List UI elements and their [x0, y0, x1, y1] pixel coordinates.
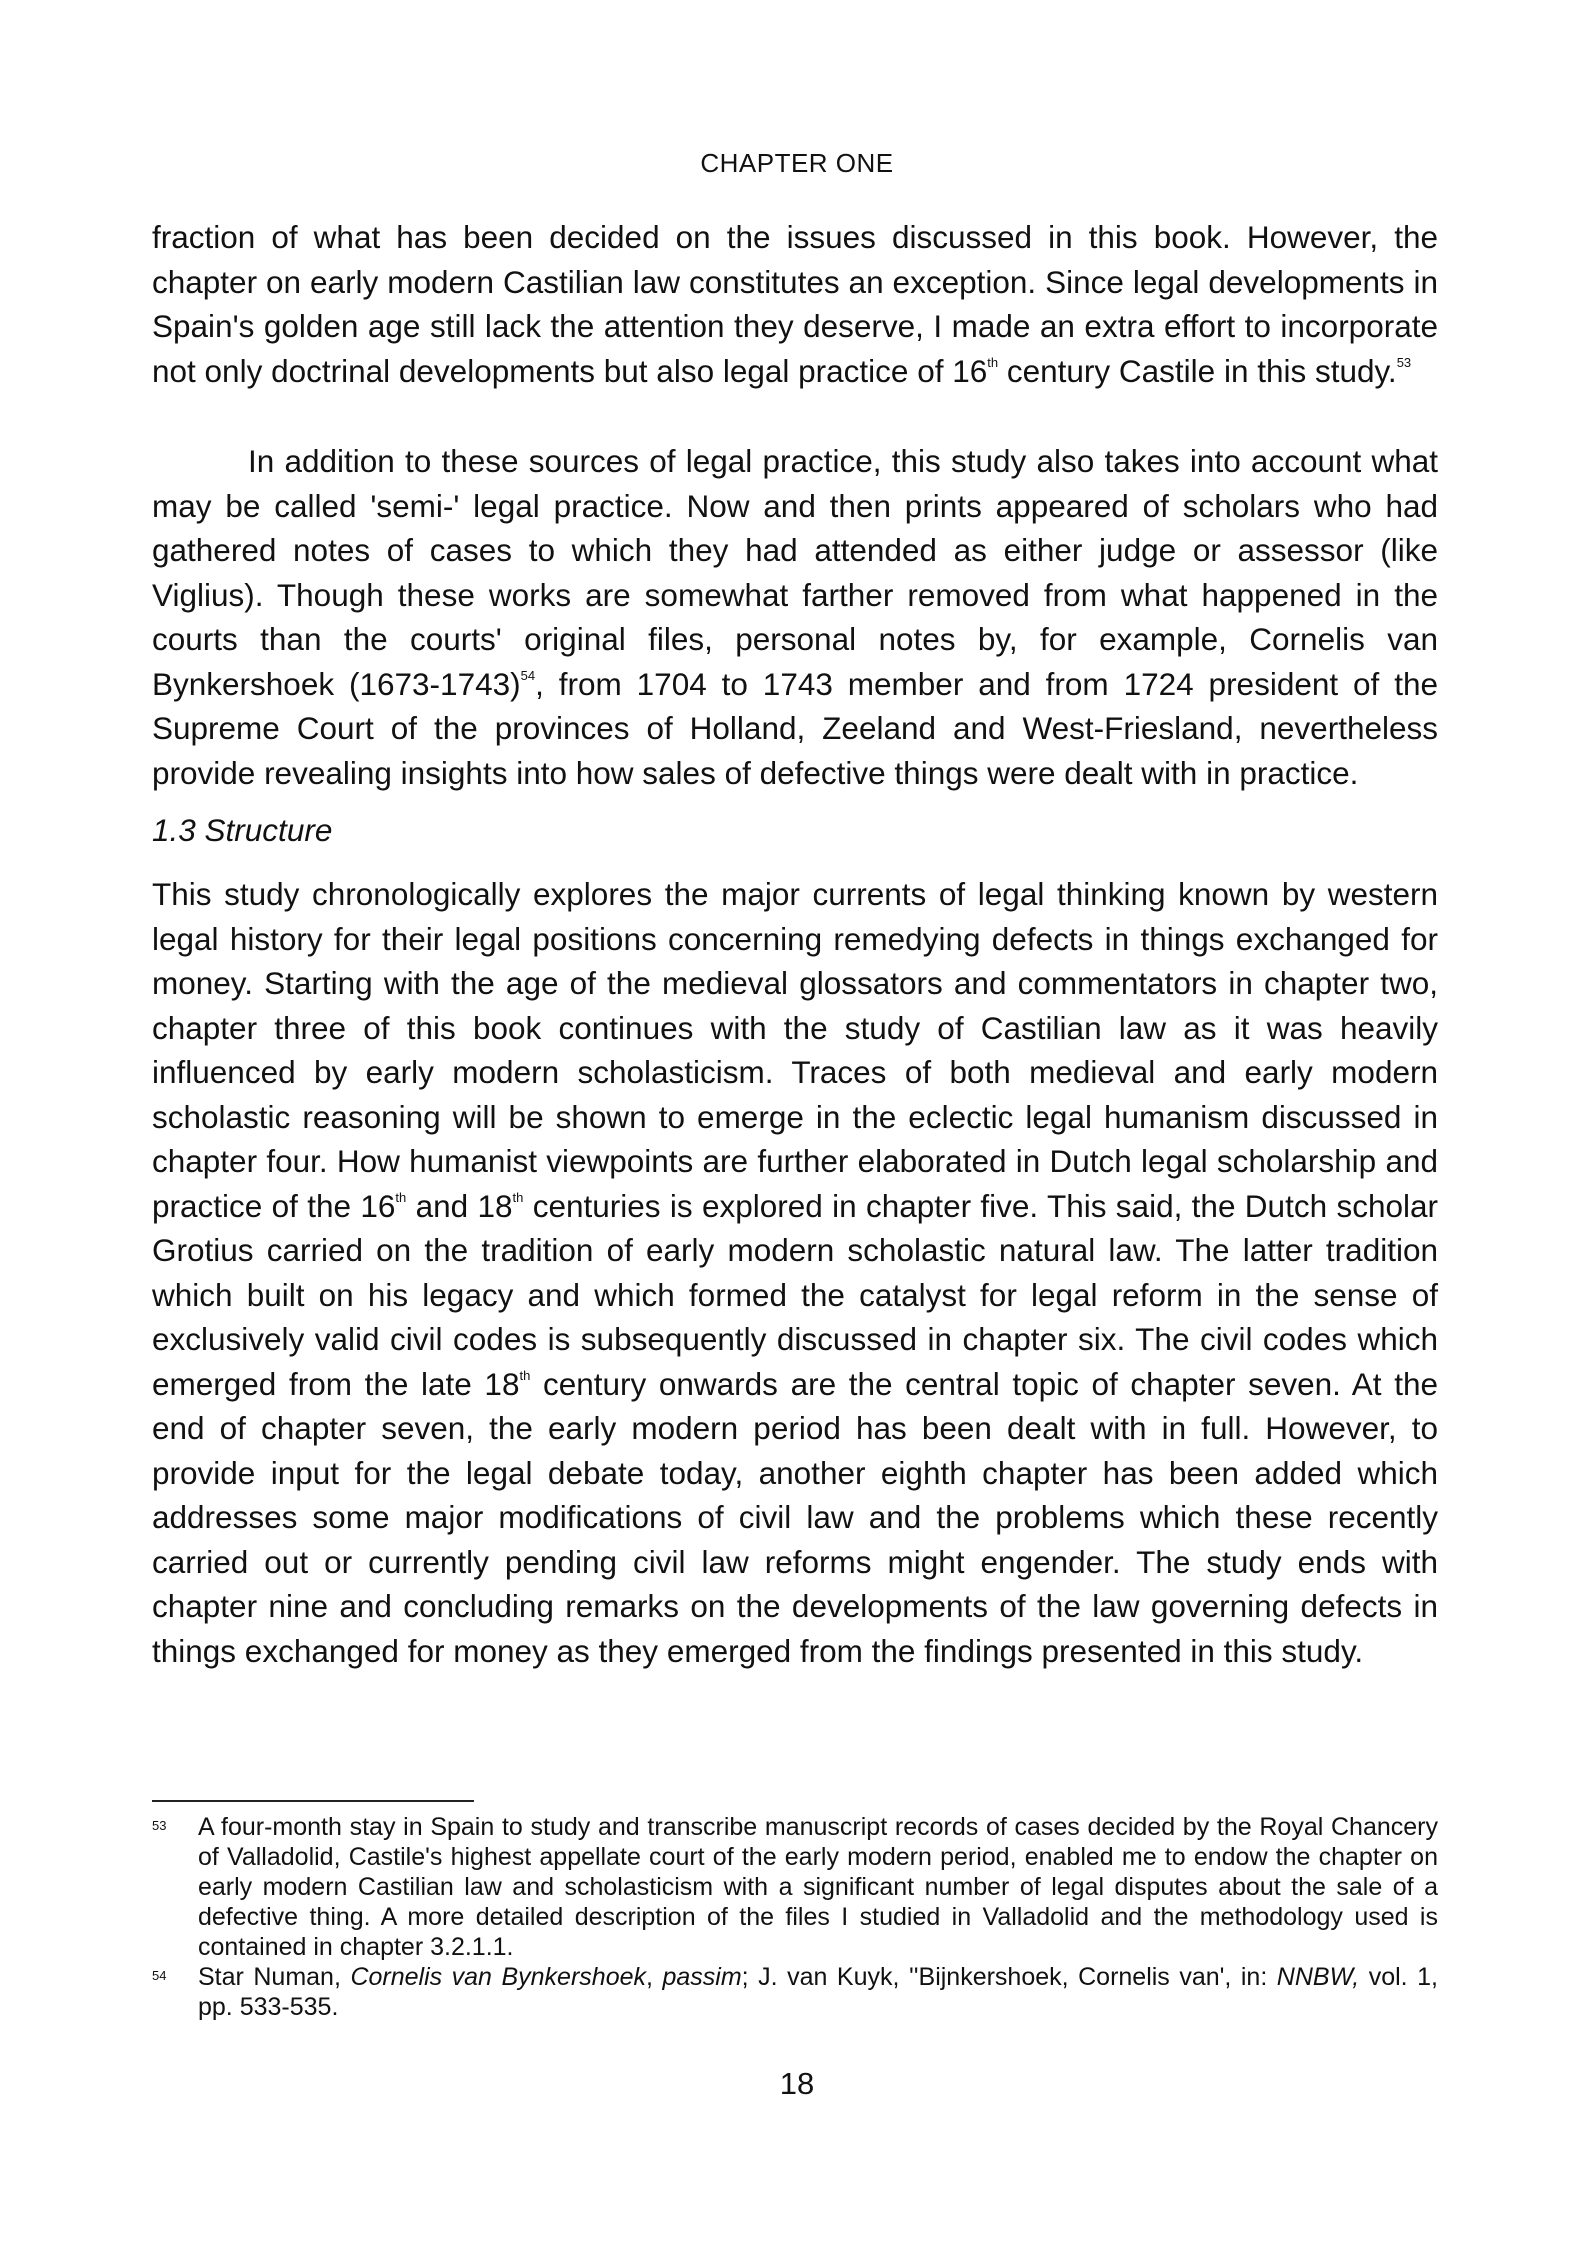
footnote-text: , — [646, 1963, 663, 1991]
paragraph-text: , from 1704 to 1743 member and from 1724 president of the Supreme Court of the provinces of Holland, Zeeland and West-Friesland, nevertheless provide revealing insights into how sales of defective things were dealt with in practice. — [152, 665, 1438, 791]
page-number: 18 — [779, 2066, 815, 2101]
body-paragraph-1 — [152, 215, 1438, 393]
footnote-italic-term: passim — [662, 1963, 742, 1991]
footnote-reference-53[interactable]: 53 — [1396, 354, 1412, 370]
paragraph-text: and 18 — [406, 1187, 513, 1224]
superscript-ordinal: th — [987, 354, 999, 370]
body-paragraph-2 — [152, 439, 1438, 795]
footnote-italic-source: NNBW, — [1276, 1963, 1360, 1991]
footnote-separator — [152, 1800, 474, 1802]
footnote-number: 53 — [152, 1818, 167, 1833]
superscript-ordinal: th — [519, 1367, 531, 1383]
superscript-ordinal: th — [395, 1189, 407, 1205]
footnote-text: ; J. van Kuyk, ''Bijnkershoek, Cornelis van', in: — [741, 1963, 1277, 1991]
paragraph-text: fraction of what has been decided on the issues discussed in this book. However, the chapter on early modern Castilian law constitutes an exception. Since legal developments in Spain's golden age still lack the attention they deserve, I made an extra effort to incorporate not only doctrinal developments but also legal practice of 16 — [152, 219, 1438, 389]
footnote-text: Star Numan, — [198, 1963, 351, 1991]
footnote-text: vol. 1, pp. 533-535. — [198, 1963, 1438, 2021]
running-header: CHAPTER ONE — [700, 148, 894, 178]
footnote-text: A four-month stay in Spain to study and transcribe manuscript records of cases decided by the Royal Chancery of Valladolid, Castile's highest appellate court of the early modern period, enabled me to endow the chapter on early modern Castilian law and scholasticism with a significant number of legal disputes about the sale of a defective thing. A more detailed description of the files I studied in Valladolid and the methodology used is contained in chapter 3.2.1.1. — [198, 1813, 1438, 1961]
footnote-italic-title: Cornelis van Bynkershoek — [350, 1963, 647, 1991]
footnote-53 — [152, 1812, 1438, 1962]
footnote-reference-54[interactable]: 54 — [520, 667, 536, 683]
paragraph-text: In addition to these sources of legal practice, this study also takes into account what may be called 'semi-' legal practice. Now and then prints appeared of scholars who had gathered notes of cases to which they had attended as either judge or assessor (like Viglius). Though these works are somewhat farther removed from what happened in the courts than the courts' original files, personal notes by, for example, Cornelis van Bynkershoek (1673-1743) — [152, 443, 1438, 702]
paragraph-text: century Castile in this study. — [998, 352, 1397, 389]
section-heading: 1.3 Structure — [152, 812, 333, 848]
paragraph-text: This study chronologically explores the major currents of legal thinking known by western legal history for their legal positions concerning remedying defects in things exchanged for money. Starting with the age of the medieval glossators and commentators in chapter two, chapter three of this book continues with the study of Castilian law as it was heavily influenced by early modern scholasticism. Traces of both medieval and early modern scholastic reasoning will be shown to emerge in the eclectic legal humanism discussed in chapter four. How humanist viewpoints are further elaborated in Dutch legal scholarship and practice of the 16 — [152, 876, 1438, 1224]
footnote-number: 54 — [152, 1968, 167, 1983]
footnote-54 — [152, 1962, 1438, 2022]
paragraph-text: centuries is explored in chapter five. This said, the Dutch scholar Grotius carried on the tradition of early modern scholastic natural law. The latter tradition which built on his legacy and which formed the catalyst for legal reform in the sense of exclusively valid civil codes is subsequently discussed in chapter six. The civil codes which emerged from the late 18 — [152, 1187, 1438, 1402]
superscript-ordinal: th — [512, 1189, 524, 1205]
footnotes-section — [152, 1812, 1438, 2022]
body-paragraph-3 — [152, 872, 1438, 1673]
paragraph-text: century onwards are the central topic of chapter seven. At the end of chapter seven, the early modern period has been dealt with in full. However, to provide input for the legal debate today, another eighth chapter has been added which addresses some major modifications of civil law and the problems which these recently carried out or currently pending civil law reforms might engender. The study ends with chapter nine and concluding remarks on the developments of the law governing defects in things exchanged for money as they emerged from the findings presented in this study. — [152, 1365, 1438, 1669]
